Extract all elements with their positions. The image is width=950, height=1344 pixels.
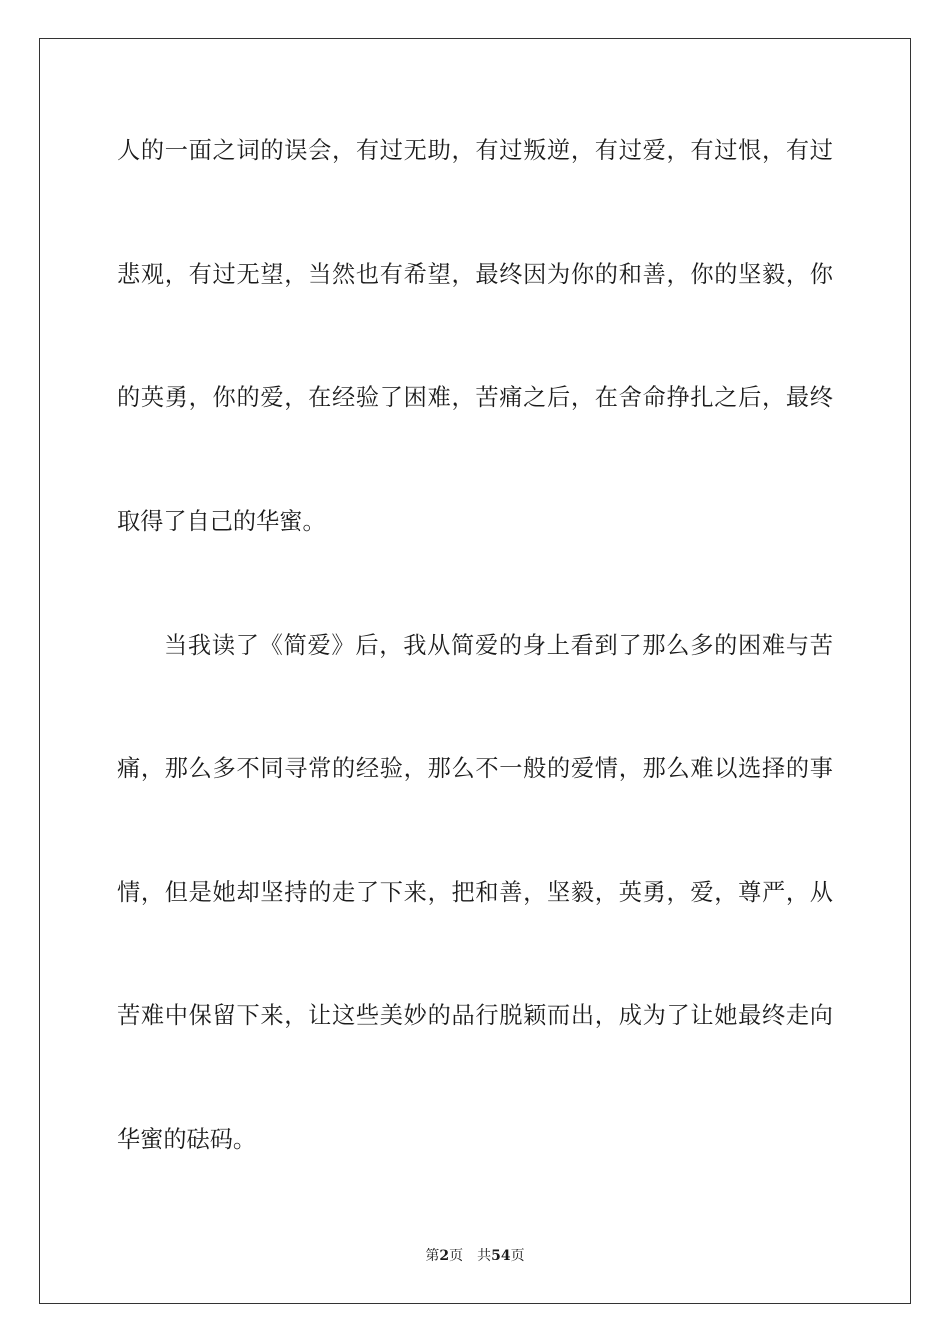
page-number: 2: [439, 1248, 450, 1264]
body-line-2: 悲观，有过无望，当然也有希望，最终因为你的和善，你的坚毅，你: [117, 261, 833, 288]
total-suffix: 页: [510, 1248, 525, 1264]
body-line-5: 当我读了《简爱》后，我从简爱的身上看到了那么多的困难与苦: [164, 632, 833, 659]
body-line-3: 的英勇，你的爱，在经验了困难，苦痛之后，在舍命挣扎之后，最终: [117, 384, 833, 411]
body-line-7: 情，但是她却坚持的走了下来，把和善，坚毅，英勇，爱，尊严，从: [117, 879, 833, 906]
body-line-9: 华蜜的砝码。: [117, 1126, 257, 1153]
body-line-6: 痛，那么多不同寻常的经验，那么不一般的爱情，那么难以选择的事: [117, 755, 833, 782]
body-line-8: 苦难中保留下来，让这些美妙的品行脱颖而出，成为了让她最终走向: [117, 1002, 833, 1029]
body-line-1: 人的一面之词的误会，有过无助，有过叛逆，有过爱，有过恨，有过: [117, 137, 833, 164]
body-line-4: 取得了自己的华蜜。: [117, 508, 326, 535]
page-footer: [0, 1246, 950, 1266]
page-suffix: 页: [449, 1248, 464, 1264]
page-prefix: 第: [425, 1248, 440, 1264]
total-prefix: 共: [477, 1248, 492, 1264]
page-border: [39, 38, 911, 1304]
total-pages: 54: [491, 1248, 511, 1264]
